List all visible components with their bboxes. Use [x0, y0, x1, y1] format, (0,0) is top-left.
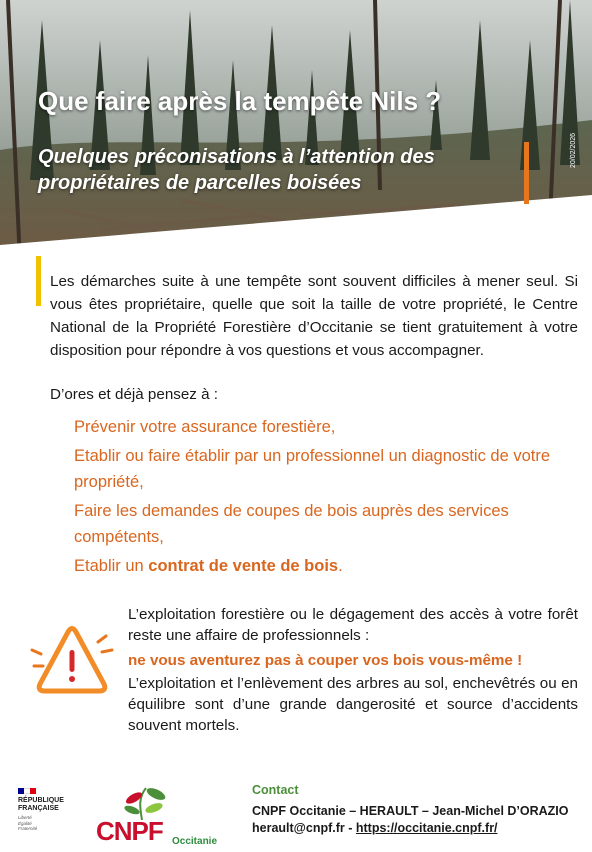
contact-separator: -: [344, 821, 356, 835]
republique-francaise-logo: [18, 788, 80, 832]
contact-website-link[interactable]: https://occitanie.cnpf.fr/: [355, 821, 498, 835]
document-date: 20/02/2026: [570, 132, 577, 168]
accent-bar-yellow: [36, 256, 41, 306]
warning-alert: ne vous aventurez pas à couper vos bois vous-même !: [128, 652, 523, 669]
rf-motto-2: Égalité: [18, 820, 32, 826]
steps-lead: D’ores et déjà pensez à :: [50, 386, 219, 403]
contact-details: [252, 821, 498, 835]
recommendation-list: [74, 414, 564, 582]
list-item-suffix: .: [338, 557, 343, 575]
warning-triangle-icon: [28, 620, 120, 700]
list-item: Prévenir votre assurance forestière,: [74, 418, 336, 436]
rf-motto-1: Liberté: [18, 815, 32, 820]
cnpf-region: Occitanie: [172, 836, 218, 847]
list-item: Etablir ou faire établir par un professionnel un diagnostic de votre propriété,: [74, 447, 551, 491]
header-banner: [0, 0, 592, 262]
footer: [0, 770, 592, 852]
rf-name-line1: RÉPUBLIQUE: [18, 797, 64, 804]
rf-motto-3: Fraternité: [18, 826, 38, 831]
list-item: [74, 553, 564, 579]
cnpf-wordmark: CNPF: [96, 816, 163, 846]
rf-name-line2: FRANÇAISE: [18, 805, 59, 812]
warning-text-1: L’exploitation forestière ou le dégagement des accès à votre forêt reste une affaire de professionnels :: [128, 606, 578, 644]
leaf-icon: [112, 784, 182, 820]
accent-bar: [524, 142, 529, 204]
french-flag-icon: [18, 788, 36, 794]
warning-block: [128, 604, 578, 736]
contact-email[interactable]: herault@cnpf.fr: [252, 821, 345, 835]
contact-title: Contact: [252, 783, 299, 797]
page-subtitle: Quelques préconisations à l’attention des propriétaires de parcelles boisées: [38, 146, 435, 194]
list-item-prefix: Etablir un: [74, 557, 149, 575]
page-title: Que faire après la tempête Nils ?: [38, 86, 442, 116]
rf-motto: [18, 815, 80, 832]
contact-name: CNPF Occitanie – HERAULT – Jean-Michel D’ORAZIO: [252, 804, 569, 818]
warning-text-2: L’exploitation et l’enlèvement des arbres au sol, enchevêtrés ou en équilibre sont d’une grande dangerosité et source d’accidents souvent mortels.: [128, 675, 578, 734]
forest-photo: [0, 0, 592, 262]
cnpf-logo: [94, 784, 224, 848]
intro-paragraph: Les démarches suite à une tempête sont souvent difficiles à mener seul. Si vous êtes propriétaire, quelle que soit la taille de votre propriété, le Centre National de la Propriété Forestière d’Occitanie se tient gratuitement à votre disposition pour répondre à vos questions et vous accompagner.: [50, 273, 578, 359]
list-item: Faire les demandes de coupes de bois auprès des services compétents,: [74, 502, 509, 546]
list-item-emphasis: contrat de vente de bois: [148, 557, 339, 575]
